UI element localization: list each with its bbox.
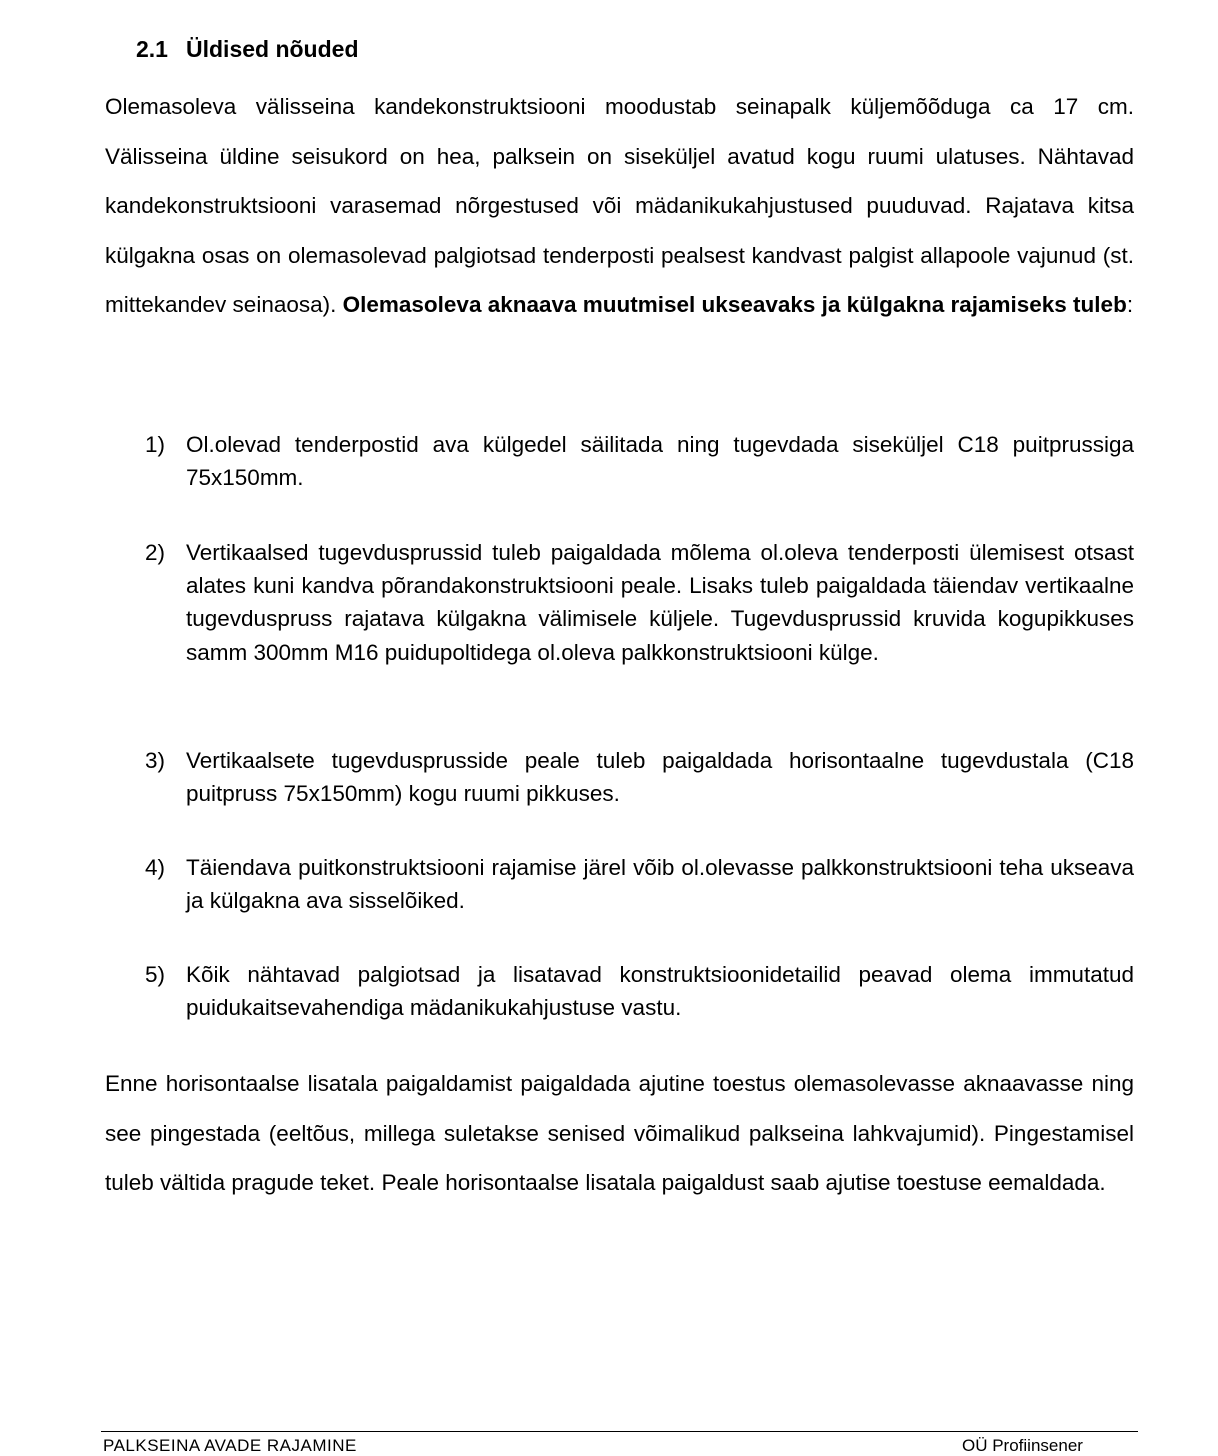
list-item-text: Kõik nähtavad palgiotsad ja lisatavad konstruktsioonidetailid peavad olema immutatud puidukaitsevahendiga mädanikukahjustuse vastu.	[186, 962, 1134, 1021]
section-number: 2.1	[136, 36, 168, 62]
footer-company-name: OÜ Profiinsener	[962, 1436, 1083, 1455]
list-item	[145, 536, 1134, 669]
list-marker: 3)	[145, 748, 166, 773]
list-item	[145, 958, 1134, 1024]
list-item-text: Täiendava puitkonstruktsiooni rajamise järel võib ol.olevasse palkkonstruktsiooni teha ukseava ja külgakna ava sisselõiked.	[186, 855, 1134, 914]
intro-bold-text: Olemasoleva aknaava muutmisel ukseavaks ja külgakna rajamiseks tuleb	[342, 292, 1127, 318]
list-item	[145, 428, 1134, 494]
section-title: Üldised nõuded	[186, 36, 359, 62]
list-marker: 5)	[145, 962, 166, 987]
list-item-text: Ol.olevad tenderpostid ava külgedel säilitada ning tugevdada siseküljel C18 puitprussiga 75x150mm.	[186, 432, 1134, 491]
list-marker: 4)	[145, 855, 166, 880]
intro-paragraph	[105, 82, 1134, 330]
list-item-text: Vertikaalsete tugevdusprusside peale tuleb paigaldada horisontaalne tugevdustala (C18 puitpruss 75x150mm) kogu ruumi pikkuses.	[186, 748, 1134, 807]
list-marker: 2)	[145, 540, 166, 565]
list-marker: 1)	[145, 432, 166, 457]
list-item	[145, 851, 1134, 917]
footer-document-title: PALKSEINA AVADE RAJAMINE	[103, 1436, 357, 1455]
closing-paragraph: Enne horisontaalse lisatala paigaldamist paigaldada ajutine toestus olemasolevasse aknaavasse ning see pingestada (eeltõus, millega suletakse senised võimalikud palkseina lahkvajumid). Pingestamisel tuleb vältida pragude teket. Peale horisontaalse lisatala paigaldust saab ajutise toestuse eemaldada.	[105, 1071, 1134, 1196]
section-heading	[136, 34, 359, 64]
intro-suffix: :	[1126, 292, 1134, 318]
footer-divider	[101, 1431, 1138, 1432]
list-item-text: Vertikaalsed tugevdusprussid tuleb paigaldada mõlema ol.oleva tenderposti ülemisest otsast alates kuni kandva põrandakonstruktsiooni peale. Lisaks tuleb paigaldada täiendav vertikaalne tugevduspruss rajatava külgakna välimisele küljele. Tugevdusprussid kruvida kogupikkuses samm 300mm M16 puidupoltidega ol.oleva palkkonstruktsiooni külge.	[186, 540, 1134, 665]
intro-text: Olemasoleva välisseina kandekonstruktsiooni moodustab seinapalk küljemõõduga ca 17 cm. Välisseina üldine seisukord on hea, palksein on siseküljel avatud kogu ruumi ulatuses. Nähtavad kandekonstruktsiooni varasemad nõrgestused või mädanikukahjustused puuduvad. Rajatava kitsa külgakna osas on olemasolevad palgiotsad tenderposti pealsest kandvast palgist allapoole vajunud (st. mittekandev seinaosa).	[105, 94, 1134, 318]
list-item	[145, 744, 1134, 810]
